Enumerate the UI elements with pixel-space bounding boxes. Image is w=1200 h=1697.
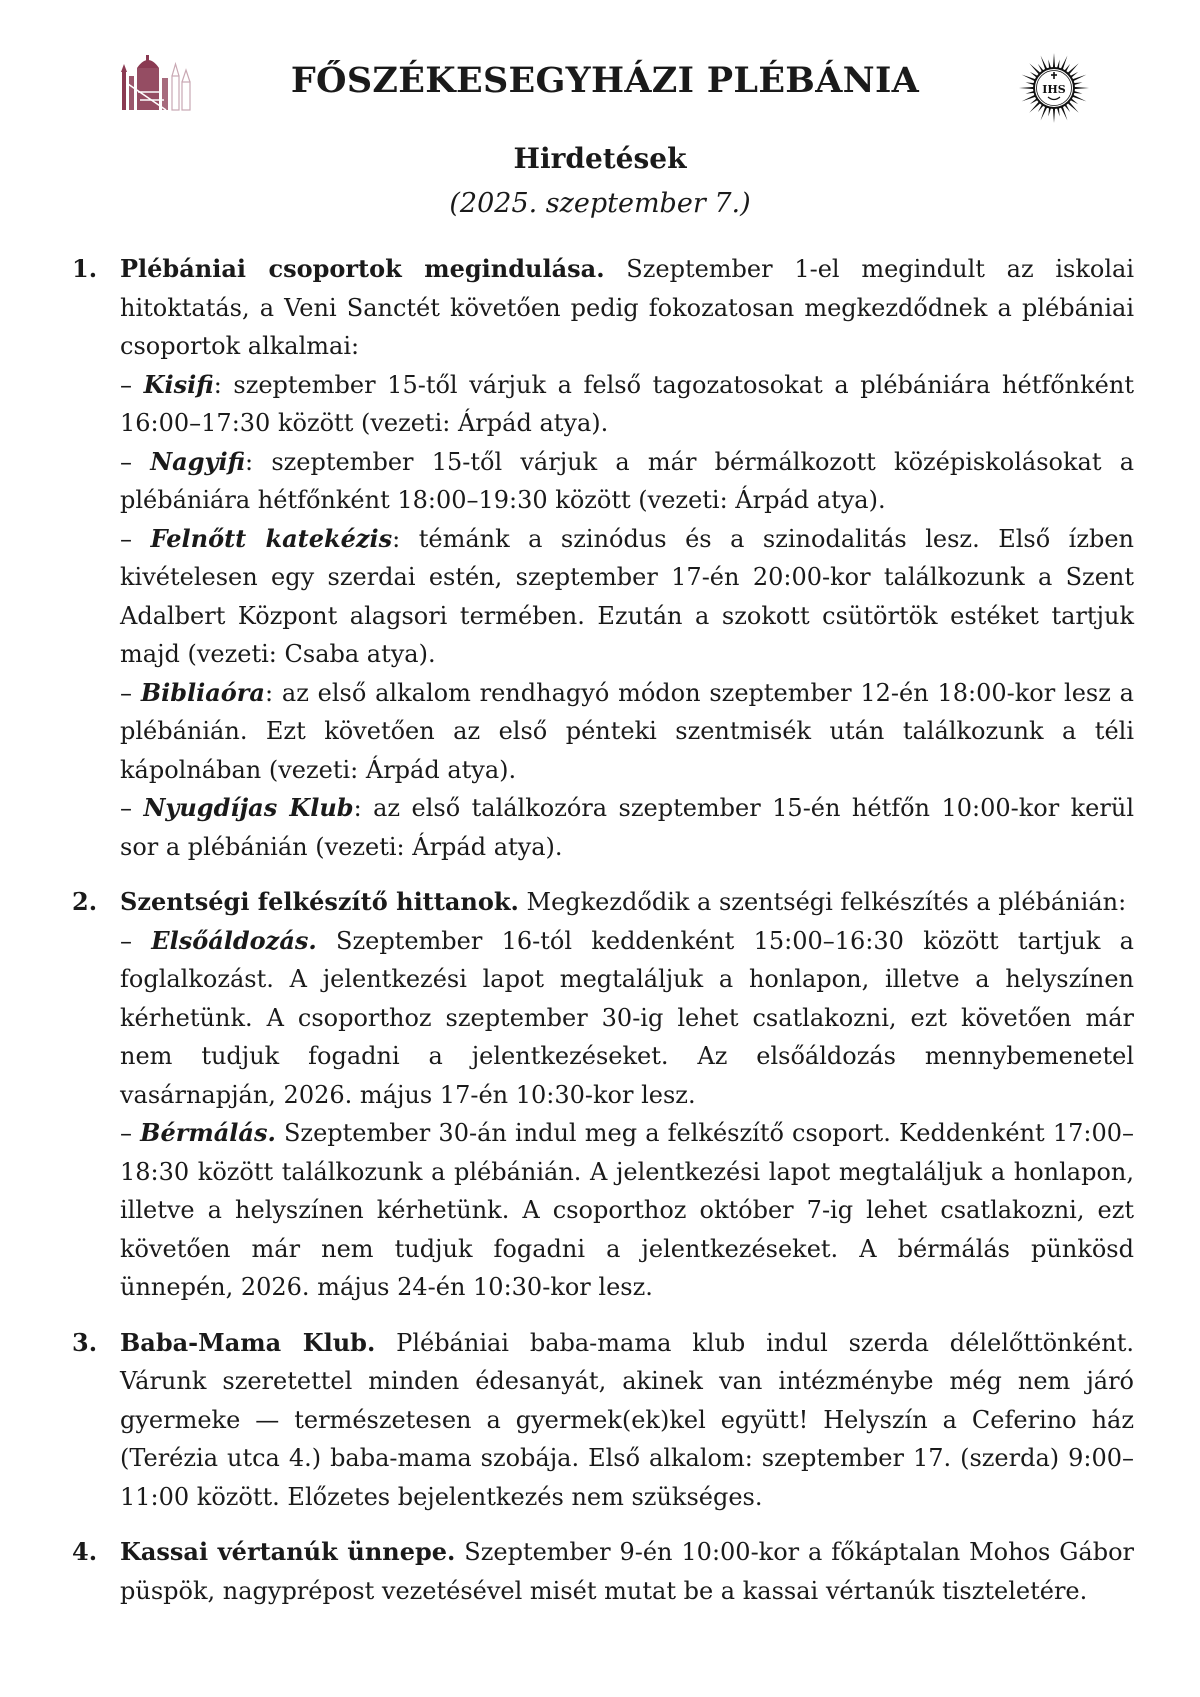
item-paragraph [120, 1324, 1134, 1517]
item-lead: Plébániai csoportok megindulása. [120, 254, 605, 283]
ihs-sunburst-seal-icon [1018, 52, 1090, 124]
sub-item-paragraph [120, 520, 1134, 674]
sub-item-text: : szeptember 15-től várjuk a felső tagozatosokat a plébániára hétfőnként 16:00–17:30 között (vezeti: Árpád atya). [120, 370, 1134, 437]
sub-item-name: Felnőtt katekézis [150, 523, 393, 553]
sub-item-paragraph [120, 366, 1134, 443]
item-paragraph [120, 250, 1134, 366]
announcement-list [72, 250, 1134, 1627]
sub-item-text: Szeptember 30-án indul meg a felkészítő csoport. Keddenként 17:00–18:30 között találkozunk a plébánián. A jelentkezési lapot megtaláljuk a honlapon, illetve a helyszínen kérhetünk. A csoporthoz október 7-ig lehet csatlakozni, ezt követően már nem tudjuk fogadni a jelentkezéseket. A bérmálás pünkösd ünnepén, 2026. május 24-én 10:30-kor lesz. [120, 1119, 1134, 1301]
item-lead: Baba-Mama Klub. [120, 1327, 376, 1357]
sub-item-dash: – [120, 926, 152, 955]
sub-item-name: Elsőáldozás. [151, 925, 317, 955]
sub-item-paragraph [120, 674, 1134, 790]
document-heading: Hirdetések [513, 142, 687, 175]
sub-item-text: : az első alkalom rendhagyó módon szeptember 12-én 18:00-kor lesz a plébánián. Ezt követően az első pénteki szentmisék után találkozunk a téli kápolnában (vezeti: Árpád atya). [120, 678, 1134, 784]
document-date: (2025. szeptember 7.) [449, 188, 751, 219]
sub-item-paragraph [120, 1114, 1134, 1307]
sub-item-dash: – [120, 370, 144, 399]
item-number: 2. [72, 887, 98, 916]
item-text: Szeptember 1-el megindult az iskolai hitoktatás, a Veni Sanctét követően pedig fokozatosan megkezdődnek a plébániai csoportok alkalmai: [120, 255, 1134, 360]
sub-item-dash: – [120, 794, 144, 822]
cathedral-logo-icon [120, 54, 194, 112]
sub-item-name: Nagyifi [150, 446, 246, 476]
sub-item-dash: – [120, 447, 151, 476]
item-number: 4. [72, 1537, 98, 1566]
sub-item-paragraph [120, 789, 1134, 866]
item-paragraph [120, 883, 1134, 922]
sub-item-paragraph [120, 443, 1134, 520]
sub-item-dash: – [120, 1119, 141, 1147]
sub-item-name: Bibliaóra [140, 677, 265, 707]
item-text: Plébániai baba-mama klub indul szerda délelőttönként. Várunk szeretettel minden édesanyát, akinek van intézménybe még nem járó gyermeke — természetesen a gyermek(ek)kel együtt! Helyszín a Ceferino ház (Terézia utca 4.) baba-mama szobája. Első alkalom: szeptember 17. (szerda) 9:00–11:00 között. Előzetes bejelentkezés nem szükséges. [120, 1328, 1134, 1511]
sub-item-name: Kisifi [143, 369, 214, 399]
sub-item-dash: – [120, 678, 141, 707]
item-number: 1. [72, 254, 98, 283]
sub-item-text: : témánk a szinódus és a szinodalitás lesz. Első ízben kivételesen egy szerdai estén, szeptember 17-én 20:00-kor találkozunk a Szent Adalbert Központ alagsori termében. Ezután a szokott csütörtök estéket tartjuk majd (vezeti: Csaba atya). [120, 524, 1134, 668]
announcement-item [72, 250, 1134, 866]
sub-item-paragraph [120, 922, 1134, 1115]
announcement-item [72, 883, 1134, 1307]
sub-item-name: Nyugdíjas Klub [143, 793, 354, 822]
item-lead: Kassai vértanúk ünnepe. [120, 1537, 456, 1566]
seal-lettering: IHS [1042, 83, 1066, 96]
announcement-item [72, 1533, 1134, 1610]
sub-item-text: : szeptember 15-től várjuk a már bérmálkozott középiskolásokat a plébániára hétfőnként 18:00–19:30 között (vezeti: Árpád atya). [120, 447, 1134, 514]
page-header [120, 52, 1090, 122]
sub-item-dash: – [120, 524, 151, 553]
sub-item-text: : az első találkozóra szeptember 15-én hétfőn 10:00-kor kerül sor a plébánián (vezeti: Árpád atya). [120, 794, 1134, 861]
announcement-item [72, 1324, 1134, 1517]
item-text: Megkezdődik a szentségi felkészítés a plébánián: [518, 888, 1127, 916]
parish-title: FŐSZÉKESEGYHÁZI PLÉBÁNIA [290, 60, 920, 101]
item-lead: Szentségi felkészítő hittanok. [120, 887, 519, 916]
sub-item-text: Szeptember 16-tól keddenként 15:00–16:30 között tartjuk a foglalkozást. A jelentkezési lapot megtaláljuk a honlapon, illetve a helyszínen kérhetünk. A csoporthoz szeptember 30-ig lehet csatlakozni, ezt követően már nem tudjuk fogadni a jelentkezéseket. Az elsőáldozás mennybemenetel vasárnapján, 2026. május 17-én 10:30-kor lesz. [120, 926, 1134, 1109]
item-number: 3. [72, 1327, 98, 1357]
item-paragraph [120, 1533, 1134, 1610]
sub-item-name: Bérmálás. [140, 1118, 276, 1147]
item-text: Szeptember 9-én 10:00-kor a főkáptalan Mohos Gábor püspök, nagyprépost vezetésével misét mutat be a kassai vértanúk tiszteletére. [120, 1538, 1134, 1605]
